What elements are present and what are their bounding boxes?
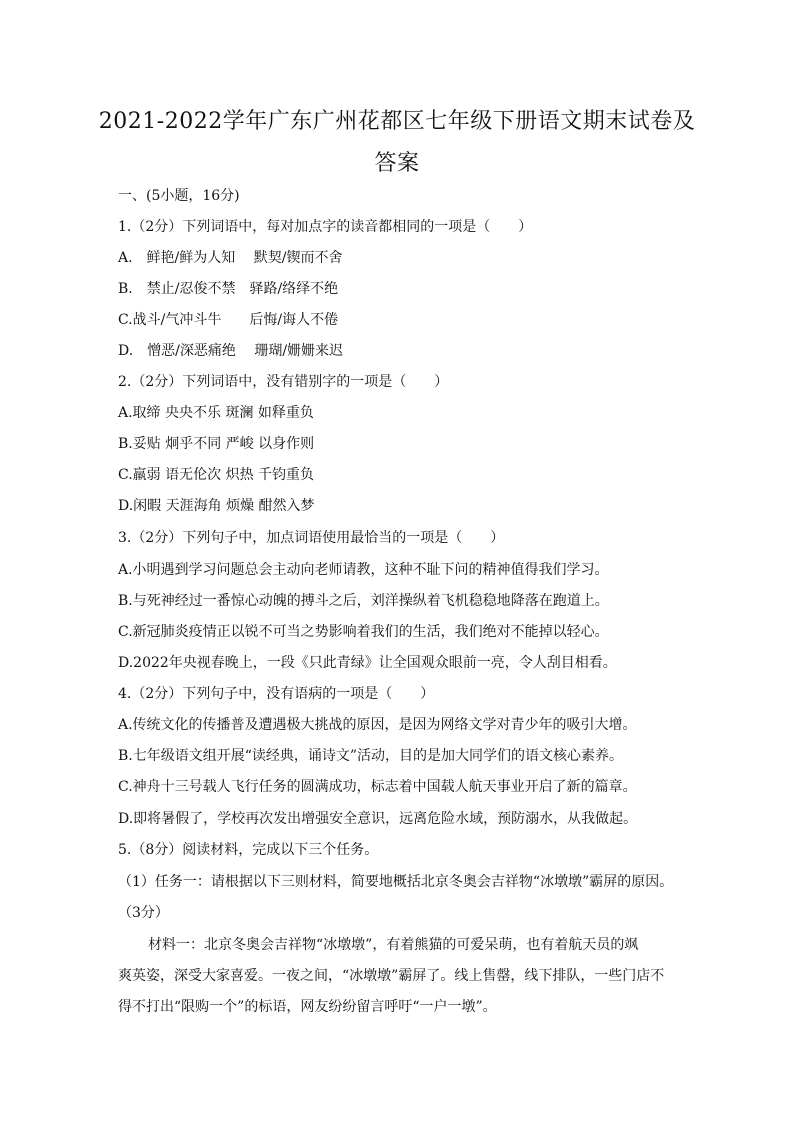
q4-option-a: A.传统文化的传播普及遭遇极大挑战的原因，是因为网络文学对青少年的吸引大增。 xyxy=(118,717,637,733)
q4-option-d: D.即将暑假了，学校再次发出增强安全意识，远离危险水域，预防溺水，从我做起。 xyxy=(118,811,638,827)
material1-line1: 材料一：北京冬奥会吉祥物“冰墩墩”，有着熊猫的可爱呆萌，也有着航天员的飒 xyxy=(148,937,639,953)
q1-option-d: D. 憎恶/深恶痛绝 珊瑚/姗姗来迟 xyxy=(118,343,344,359)
q3-option-b: B.与死神经过一番惊心动魄的搏斗之后，刘洋操纵着飞机稳稳地降落在跑道上。 xyxy=(118,593,609,609)
q4-stem: 4.（2分）下列句子中，没有语病的一项是（ ） xyxy=(118,686,435,702)
q3-stem: 3.（2分）下列句子中，加点词语使用最恰当的一项是（ ） xyxy=(118,530,505,546)
material1-line3: 得不打出“限购一个”的标语，网友纷纷留言呼吁“一户一墩”。 xyxy=(118,999,497,1015)
q2-option-b: B.妥贴 炯乎不同 严峻 以身作则 xyxy=(118,436,315,452)
q1-option-b: B. 禁止/忍俊不禁 驿路/络绎不绝 xyxy=(118,281,339,297)
section-header: 一、(5小题，16分) xyxy=(118,188,240,204)
q3-option-d: D.2022年央视春晚上，一段《只此青绿》让全国观众眼前一亮，令人刮目相看。 xyxy=(118,655,617,671)
q2-option-d: D.闲暇 天涯海角 烦燥 酣然入梦 xyxy=(118,498,315,514)
q3-option-c: C.新冠肺炎疫情正以锐不可当之势影响着我们的生活，我们绝对不能掉以轻心。 xyxy=(118,624,609,640)
q1-option-a: A. 鲜艳/鲜为人知 默契/锲而不舍 xyxy=(118,250,343,266)
q5-task1: （1）任务一：请根据以下三则材料，简要地概括北京冬奥会吉祥物“冰墩墩”霸屏的原因。 xyxy=(118,874,674,890)
q5-task1-score: （3分） xyxy=(118,905,169,921)
q1-stem: 1.（2分）下列词语中，每对加点字的读音都相同的一项是（ ） xyxy=(118,219,533,235)
q1-option-c: C.战斗/气冲斗牛 后悔/诲人不倦 xyxy=(118,312,339,328)
q3-option-a: A.小明遇到学习问题总会主动向老师请教，这种不耻下问的精神值得我们学习。 xyxy=(118,562,609,578)
q2-stem: 2.（2分）下列词语中，没有错别字的一项是（ ） xyxy=(118,374,449,390)
q4-option-c: C.神舟十三号载人飞行任务的圆满成功，标志着中国载人航天事业开启了新的篇章。 xyxy=(118,779,637,795)
material1-line2: 爽英姿，深受大家喜爱。一夜之间，“冰墩墩”霸屏了。线上售罄，线下排队，一些门店不 xyxy=(118,968,665,984)
q2-option-c: C.羸弱 语无伦次 炽热 千钧重负 xyxy=(118,467,315,483)
q2-option-a: A.取缔 央央不乐 斑澜 如释重负 xyxy=(118,405,314,421)
q4-option-b: B.七年级语文组开展“读经典，诵诗文”活动，目的是加大同学们的语文核心素养。 xyxy=(118,748,624,764)
q5-stem: 5.（8分）阅读材料，完成以下三个任务。 xyxy=(118,842,379,858)
document-title-line2: 答案 xyxy=(374,151,420,176)
document-title-line1: 2021-2022学年广东广州花都区七年级下册语文期末试卷及 xyxy=(98,109,696,134)
